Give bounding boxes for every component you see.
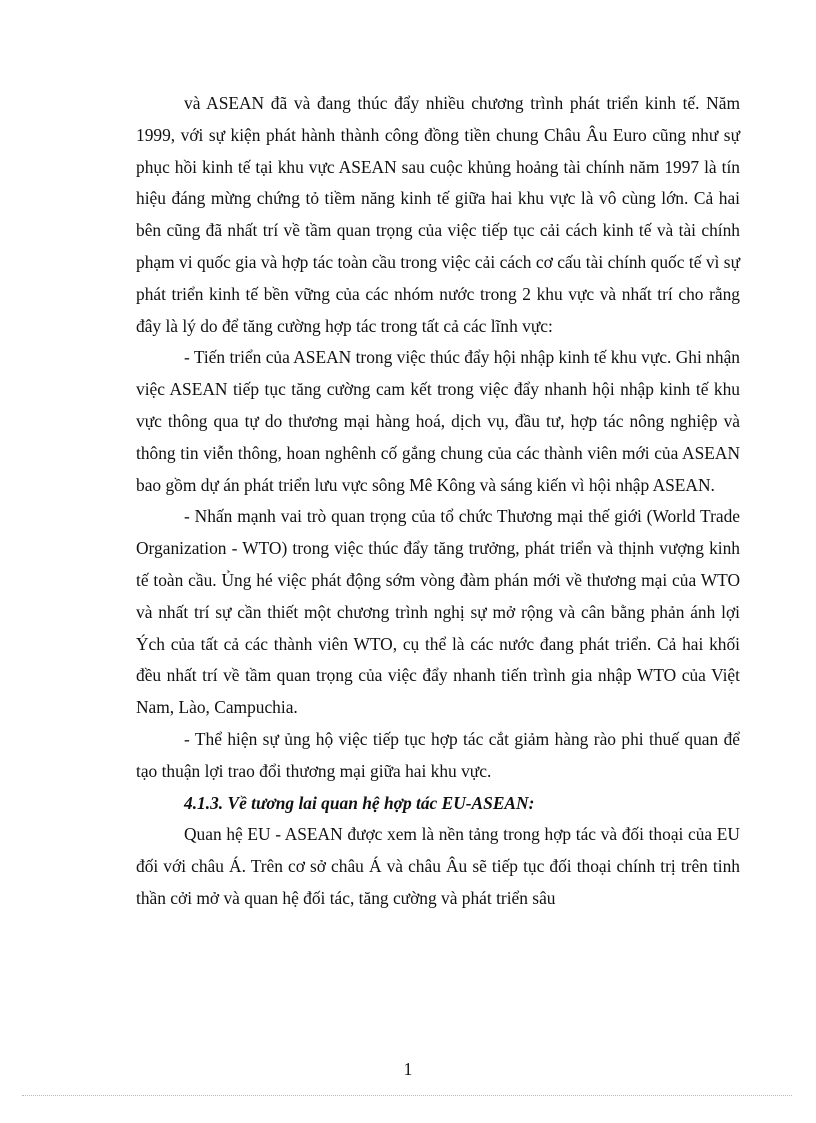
page-number: 1 [403,1059,413,1079]
paragraph-wto: - Nhấn mạnh vai trò quan trọng của tổ chức Thương mại thế giới (World Trade Organization - WTO) trong việc thúc đẩy tăng trưởng, phát triển và thịnh vượng kinh tế toàn cầu. Ủng hé việc phát động sớm vòng đàm phán mới về thương mại của WTO và nhất trí sự cần thiết một chương trình nghị sự mở rộng và cân bằng phản ánh lợi Ých của tất cả các thành viên WTO, cụ thể là các nước đang phát triển. Cả hai khối đều nhất trí về tầm quan trọng của việc đẩy nhanh tiến trình gia nhập WTO của Việt Nam, Lào, Campuchia. [136,506,740,718]
document-page [136,88,740,915]
paragraph-asean-integration: - Tiến triển của ASEAN trong việc thúc đẩy hội nhập kinh tế khu vực. Ghi nhận việc ASEAN tiếp tục tăng cường cam kết trong việc đẩy nhanh hội nhập kinh tế khu vực thông qua tự do thương mại hàng hoá, dịch vụ, đầu tư, hợp tác nông nghiệp và thông tin viễn thông, hoan nghênh cố gắng chung của các thành viên mới của ASEAN bao gồm dự án phát triển lưu vực sông Mê Kông và sáng kiến vì hội nhập ASEAN. [136,347,740,495]
footer-divider [22,1095,792,1096]
section-heading: 4.1.3. Về tương lai quan hệ hợp tác EU-ASEAN: [184,792,535,813]
paragraph-tariff-barriers: - Thể hiện sự ủng hộ việc tiếp tục hợp tác cắt giảm hàng rào phi thuế quan để tạo thuận lợi trao đổi thương mại giữa hai khu vực. [136,728,740,781]
paragraph-eu-asean-relations: Quan hệ EU - ASEAN được xem là nền tảng trong hợp tác và đối thoại của EU đối với châu Á. Trên cơ sở châu Á và châu Âu sẽ tiếp tục đối thoại chính trị trên tinh thần cởi mở và quan hệ đối tác, tăng cường và phát triển sâu [136,824,740,908]
paragraph-intro: và ASEAN đã và đang thúc đẩy nhiều chương trình phát triển kinh tế. Năm 1999, với sự kiện phát hành thành công đồng tiền chung Châu Âu Euro cũng như sự phục hồi kinh tế tại khu vực ASEAN sau cuộc khủng hoảng tài chính năm 1997 là tín hiệu đáng mừng chứng tỏ tiềm năng kinh tế giữa hai khu vực là vô cùng lớn. Cả hai bên cũng đã nhất trí về tầm quan trọng của việc tiếp tục cải cách kinh tế và tài chính phạm vi quốc gia và hợp tác toàn cầu trong việc cải cách cơ cấu tài chính quốc tế vì sự phát triển kinh tế bền vững của các nhóm nước trong 2 khu vực và nhất trí cho rằng đây là lý do để tăng cường hợp tác trong tất cả các lĩnh vực: [136,93,740,336]
